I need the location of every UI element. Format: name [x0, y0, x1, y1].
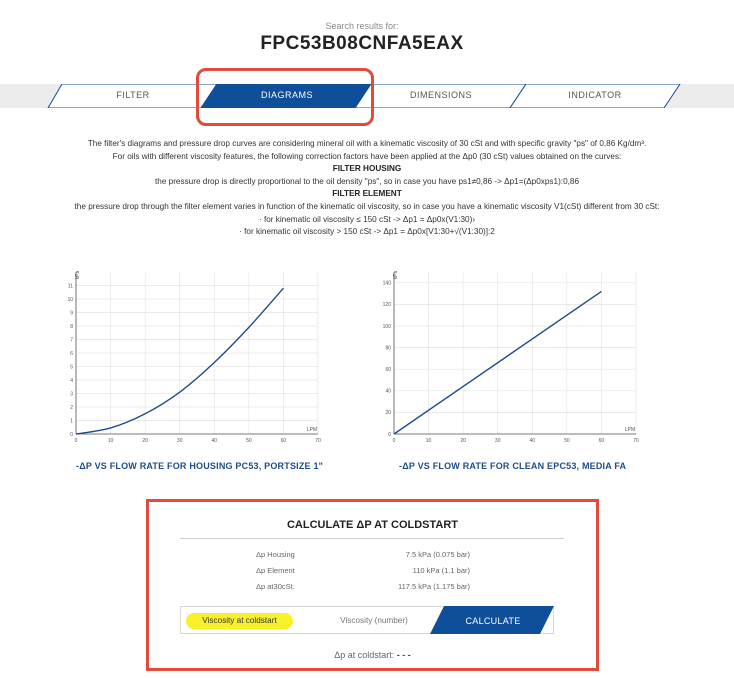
x-tick-label: 20	[142, 438, 148, 444]
y-axis-label: kPa	[75, 270, 81, 280]
x-tick-label: 30	[494, 438, 501, 444]
y-tick-label: 80	[385, 345, 391, 352]
y-tick-label: 9	[70, 310, 73, 317]
y-tick-label: 100	[382, 323, 391, 330]
y-tick-label: 20	[385, 410, 391, 417]
filter-housing-text: the pressure drop is directly proportional to the oil density "ps", so in case you have ps1≠0,86 -> Δp1=(Δp0xps1):0,86	[154, 176, 580, 186]
result-label-housing: Δp Housing	[256, 550, 295, 559]
info-line-1: The filter's diagrams and pressure drop curves are considering mineral oil with a kinematic viscosity of 30 cSt and with specific gravity "ps" of 0,86 Kg/dm³.	[87, 139, 647, 148]
x-tick-label: 10	[107, 438, 114, 444]
y-tick-label: 10	[67, 296, 73, 303]
housing-pressure-chart	[48, 264, 338, 446]
y-tick-label: 120	[382, 302, 391, 309]
y-tick-label: 40	[385, 388, 391, 395]
result-value-at30cst: 117.5 kPa (1.175 bar)	[398, 582, 470, 591]
y-tick-label: 0	[388, 431, 391, 438]
housing-chart-title: -ΔP VS FLOW RATE FOR HOUSING PC53, PORTSIZE 1"	[76, 461, 324, 471]
x-axis-label: LPM	[306, 427, 318, 433]
filter-element-text: the pressure drop through the filter element varies in function of the kinematic oil viscosity, so in case you have a kinematic viscosity V1(cSt) different from 30 cSt:	[74, 201, 660, 211]
x-tick-label: 50	[246, 438, 252, 444]
y-tick-label: 4	[70, 377, 73, 384]
viscosity-info	[0, 138, 734, 239]
result-label-element: Δp Element	[256, 566, 295, 575]
x-tick-label: 40	[529, 438, 536, 444]
coldstart-result	[146, 650, 599, 660]
viscosity-number-input[interactable]: Viscosity (number)	[340, 616, 408, 625]
calculator-divider	[180, 538, 564, 539]
y-tick-label: 7	[70, 337, 73, 344]
x-tick-label: 30	[176, 438, 183, 444]
y-tick-label: 3	[70, 391, 73, 398]
x-tick-label: 10	[425, 438, 432, 444]
element-chart-title: -ΔP VS FLOW RATE FOR CLEAN EPC53, MEDIA FA	[399, 461, 627, 471]
y-tick-label: 140	[382, 280, 391, 287]
filter-housing-heading: FILTER HOUSING	[332, 164, 402, 174]
x-tick-label: 50	[564, 438, 570, 444]
y-tick-label: 8	[70, 323, 73, 330]
result-value-housing: 7.5 kPa (0.075 bar)	[405, 550, 470, 559]
part-number-title: FPC53B08CNFA5EAX	[260, 33, 464, 54]
result-label-at30cst: Δp at30cSt.	[256, 582, 295, 591]
x-tick-label: 0	[392, 438, 396, 444]
viscosity-coldstart-input[interactable]: Viscosity at coldstart	[186, 613, 293, 629]
y-tick-label: 11	[67, 283, 73, 290]
x-tick-label: 40	[211, 438, 218, 444]
y-tick-label: 0	[70, 431, 73, 438]
calculate-button[interactable]: CALCULATE	[465, 616, 521, 626]
x-axis-label: LPM	[624, 427, 636, 433]
y-tick-label: 1	[70, 418, 73, 425]
coldstart-label: Δp at coldstart:	[334, 650, 395, 660]
x-tick-label: 0	[74, 438, 78, 444]
y-tick-label: 6	[70, 350, 73, 357]
x-tick-label: 60	[598, 438, 605, 444]
tab-dimensions[interactable]: DIMENSIONS	[409, 90, 472, 100]
info-line-2: For oils with different viscosity features, the following correction factors have been applied at the Δp0 (30 cSt) values obtained on the curves:	[112, 151, 622, 161]
coldstart-value: - - -	[396, 650, 411, 660]
y-tick-label: 5	[70, 364, 73, 371]
calculator-title: CALCULATE ΔP AT COLDSTART	[286, 519, 459, 531]
filter-element-rule-1: · for kinematic oil viscosity ≤ 150 cSt -> Δp1 = Δp0x(V1:30)›	[258, 214, 476, 224]
diagrams-tab-highlight	[196, 68, 374, 126]
x-tick-label: 20	[460, 438, 466, 444]
x-tick-label: 70	[315, 438, 321, 444]
result-value-element: 110 kPa (1.1 bar)	[412, 566, 470, 575]
search-results-label: Search results for:	[325, 21, 399, 31]
tab-filter[interactable]: FILTER	[116, 90, 150, 100]
x-tick-label: 60	[280, 438, 287, 444]
x-tick-label: 70	[633, 438, 639, 444]
y-axis-label: kPa	[393, 270, 399, 280]
tab-diagrams[interactable]: DIAGRAMS	[260, 90, 313, 100]
element-pressure-chart	[366, 264, 656, 446]
filter-element-heading: FILTER ELEMENT	[332, 189, 402, 199]
y-tick-label: 60	[385, 367, 391, 373]
filter-element-rule-2: · for kinematic oil viscosity > 150 cSt -> Δp1 = Δp0x[V1:30+√(V1:30)]:2	[239, 227, 495, 237]
tab-indicator[interactable]: INDICATOR	[568, 90, 622, 100]
y-tick-label: 2	[70, 404, 73, 411]
